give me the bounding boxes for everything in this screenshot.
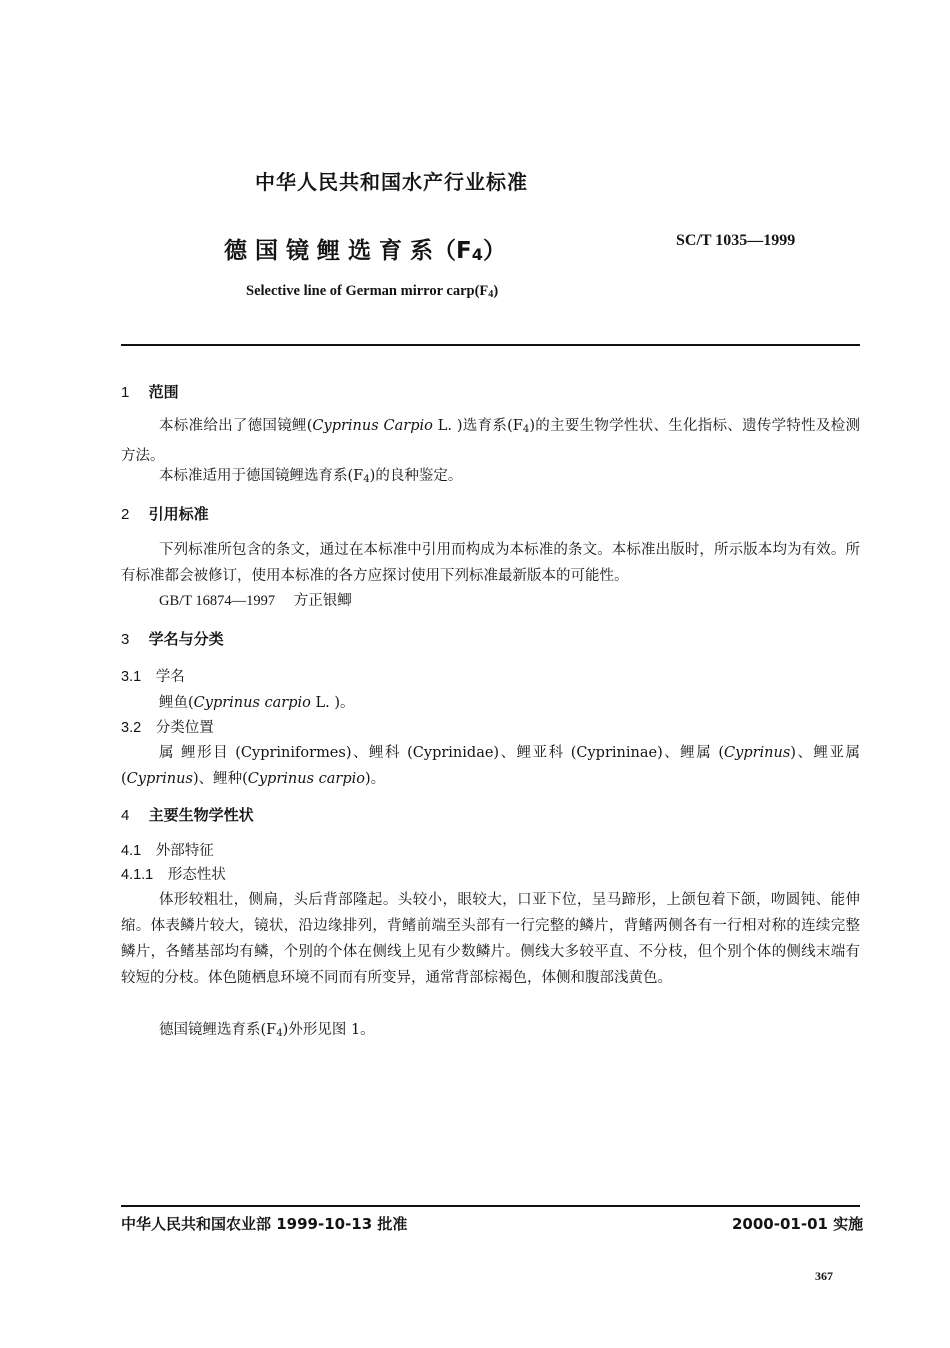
section-3-number: 3 bbox=[121, 631, 130, 648]
approval-statement: 中华人民共和国农业部 1999-10-13 批准 bbox=[121, 1215, 408, 1233]
title-en-close: ) bbox=[493, 283, 499, 299]
s1-p1-b: L. )选育系(F bbox=[432, 418, 523, 434]
s32-b: )、鲤亚属 ( bbox=[121, 745, 860, 787]
s4-p2-sub: 4 bbox=[276, 1028, 283, 1039]
title-cn-close: ） bbox=[482, 238, 506, 264]
s1-p1-c: )的主要生物学性状、生化指标、遗传学特性及检测方法。 bbox=[121, 418, 861, 464]
section-3-1-text bbox=[159, 690, 355, 716]
section-4-heading bbox=[121, 804, 254, 825]
section-4-1-number: 4.1 bbox=[121, 843, 142, 859]
footer-rule bbox=[121, 1205, 860, 1207]
section-4-1-1-heading bbox=[121, 862, 226, 888]
standard-code: SC/T 1035—1999 bbox=[676, 232, 796, 249]
s1-p2-b: )的良种鉴定。 bbox=[369, 468, 463, 484]
section-3-2-heading bbox=[121, 715, 214, 741]
section-3-1-heading bbox=[121, 664, 185, 690]
s31-a: 鲤鱼( bbox=[159, 695, 194, 711]
title-en-text: Selective line of German mirror carp(F bbox=[246, 283, 489, 299]
s32-c: )、鲤种( bbox=[192, 771, 248, 787]
s1-p1-sub: 4 bbox=[522, 424, 530, 435]
s4-p2-a: 德国镜鲤选育系(F bbox=[159, 1022, 277, 1038]
reference-standard bbox=[159, 588, 352, 614]
issuing-org-title: 中华人民共和国水产行业标准 bbox=[255, 170, 528, 194]
reference-code: GB/T 16874—1997 bbox=[159, 593, 276, 609]
s4-p2-b: )外形见图 1。 bbox=[282, 1022, 375, 1038]
document-title-en bbox=[246, 283, 498, 300]
section-3-2-number: 3.2 bbox=[121, 720, 142, 736]
section-3-1-title: 学名 bbox=[155, 669, 185, 685]
s1-p1-a: 本标准给出了德国镜鲤( bbox=[159, 418, 313, 434]
section-3-2-text bbox=[121, 740, 860, 792]
s1-p1-italic: Cyprinus Carpio bbox=[312, 418, 433, 434]
section-4-figure-reference bbox=[159, 1017, 375, 1047]
section-4-1-title: 外部特征 bbox=[155, 843, 214, 859]
s31-b: L. )。 bbox=[310, 695, 355, 711]
effective-date: 2000-01-01 实施 bbox=[732, 1215, 864, 1233]
section-3-1-number: 3.1 bbox=[121, 669, 142, 685]
s32-i3: Cyprinus carpio bbox=[247, 771, 365, 787]
section-1-heading bbox=[121, 381, 179, 402]
section-3-title: 学名与分类 bbox=[148, 630, 224, 648]
section-1-number: 1 bbox=[121, 384, 130, 401]
section-4-number: 4 bbox=[121, 807, 130, 824]
section-2-paragraph: 下列标准所包含的条文，通过在本标准中引用而构成为本标准的条文。本标准出版时，所示版本均为有效。所有标准都会被修订，使用本标准的各方应探讨使用下列标准最新版本的可能性。 bbox=[121, 542, 860, 584]
section-1-title: 范围 bbox=[148, 383, 179, 401]
section-2-title: 引用标准 bbox=[148, 505, 209, 523]
section-4-1-1-paragraph: 体形较粗壮，侧扁，头后背部隆起。头较小，眼较大，口亚下位，呈马蹄形，上颌包着下颌，吻圆钝、能伸缩。体表鳞片较大，镜状，沿边缘排列，背鳍前端至头部有一行完整的鳞片，背鳍两侧各有一行相对称的连续完整鳞片，各鳍基部均有鳞，个别的个体在侧线上见有少数鳞片。侧线大多较平直、不分枝，但个别个体的侧线末端有较短的分枝。体色随栖息环境不同而有所变异，通常背部棕褐色，体侧和腹部浅黄色。 bbox=[121, 892, 860, 986]
section-2-heading bbox=[121, 503, 209, 524]
section-4-1-1-number: 4.1.1 bbox=[121, 867, 154, 883]
title-cn-text: 德 国 镜 鲤 选 育 系（F bbox=[224, 238, 472, 264]
s32-a: 属 鲤形目 (Cypriniformes)、鲤科 (Cyprinidae)、鲤亚科 (Cyprininae)、鲤属 ( bbox=[159, 745, 725, 761]
section-4-1-1-title: 形态性状 bbox=[167, 867, 226, 883]
section-4-title: 主要生物学性状 bbox=[148, 806, 254, 824]
section-1-paragraph-1 bbox=[121, 413, 860, 469]
section-3-2-title: 分类位置 bbox=[155, 720, 214, 736]
s32-i2: Cyprinus bbox=[126, 771, 193, 787]
section-2-number: 2 bbox=[121, 506, 130, 523]
s32-d: )。 bbox=[364, 771, 386, 787]
s1-p2-a: 本标准适用于德国镜鲤选育系(F bbox=[159, 468, 364, 484]
document-title-cn bbox=[224, 232, 506, 265]
s32-i1: Cyprinus bbox=[724, 745, 791, 761]
section-3-heading bbox=[121, 628, 224, 649]
section-1-paragraph-2 bbox=[159, 463, 462, 493]
section-4-1-heading bbox=[121, 838, 214, 864]
reference-title: 方正银鲫 bbox=[293, 593, 352, 609]
title-en-sub: 4 bbox=[488, 289, 494, 300]
s1-p2-sub: 4 bbox=[363, 474, 370, 485]
s31-italic: Cyprinus carpio bbox=[193, 695, 311, 711]
header-rule bbox=[121, 344, 860, 346]
title-cn-sub: 4 bbox=[471, 245, 483, 264]
page-number: 367 bbox=[815, 1269, 833, 1283]
